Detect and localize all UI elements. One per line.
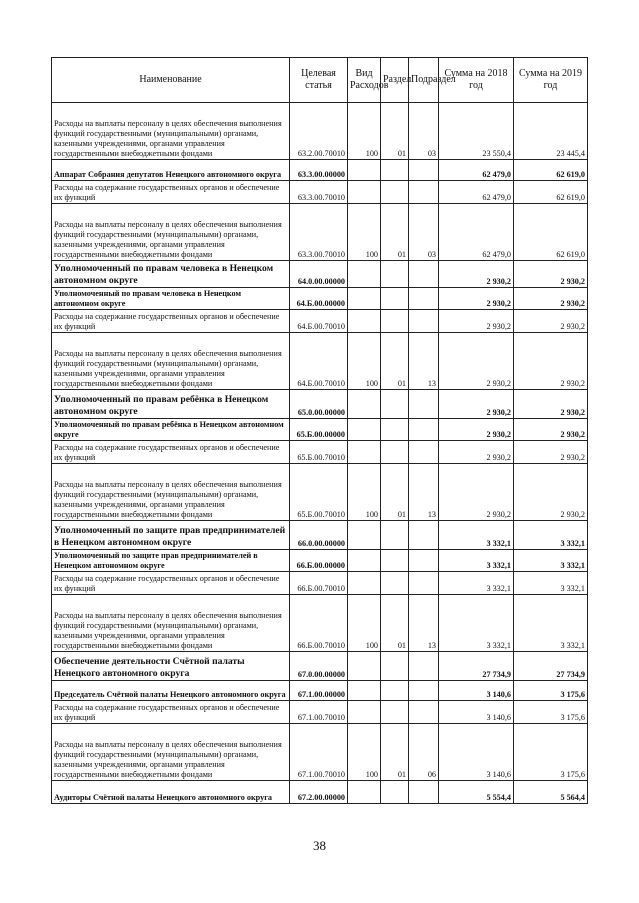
row-sum-2018: 3 332,1 — [439, 521, 514, 550]
row-subsection — [409, 572, 439, 595]
table-row — [52, 181, 588, 204]
row-section: 01 — [381, 464, 409, 521]
table-row — [52, 572, 588, 595]
row-subsection: 03 — [409, 103, 439, 160]
row-kind: 100 — [348, 204, 381, 261]
row-subsection — [409, 310, 439, 333]
row-name: Расходы на содержание государственных органов и обеспечение их функций — [52, 441, 290, 464]
row-sum-2019: 3 175,6 — [514, 724, 588, 781]
row-code: 66.0.00.00000 — [290, 521, 348, 550]
row-code: 66.Б.00.70010 — [290, 595, 348, 652]
row-sum-2019: 2 930,2 — [514, 310, 588, 333]
row-subsection — [409, 261, 439, 288]
row-kind — [348, 288, 381, 310]
table-row — [52, 652, 588, 681]
row-sum-2019: 2 930,2 — [514, 288, 588, 310]
table-row — [52, 521, 588, 550]
row-code: 64.Б.00.70010 — [290, 310, 348, 333]
row-sum-2019: 3 332,1 — [514, 595, 588, 652]
row-code: 65.Б.00.00000 — [290, 419, 348, 441]
row-code: 66.Б.00.70010 — [290, 572, 348, 595]
row-subsection: 13 — [409, 464, 439, 521]
row-subsection — [409, 681, 439, 701]
row-sum-2019: 3 332,1 — [514, 550, 588, 572]
row-section: 01 — [381, 333, 409, 390]
table-row — [52, 261, 588, 288]
row-section — [381, 160, 409, 181]
row-subsection — [409, 701, 439, 724]
row-kind — [348, 261, 381, 288]
table-row — [52, 333, 588, 390]
row-code: 67.1.00.00000 — [290, 681, 348, 701]
row-name: Расходы на выплаты персоналу в целях обеспечения выполнения функций государственными (муниципальными) органами, казенными учреждениями, органами управления государственными внебюджетными фондами — [52, 595, 290, 652]
row-code: 67.1.00.70010 — [290, 701, 348, 724]
row-subsection — [409, 781, 439, 804]
row-section — [381, 681, 409, 701]
row-kind — [348, 681, 381, 701]
row-sum-2018: 2 930,2 — [439, 419, 514, 441]
row-sum-2019: 3 332,1 — [514, 521, 588, 550]
row-sum-2019: 62 619,0 — [514, 160, 588, 181]
row-subsection — [409, 652, 439, 681]
row-subsection: 03 — [409, 204, 439, 261]
row-sum-2018: 2 930,2 — [439, 333, 514, 390]
row-name: Председатель Счётной палаты Ненецкого автономного округа — [52, 681, 290, 701]
row-name: Расходы на выплаты персоналу в целях обеспечения выполнения функций государственными (муниципальными) органами, казенными учреждениями, органами управления государственными внебюджетными фондами — [52, 464, 290, 521]
row-subsection — [409, 441, 439, 464]
row-code: 63.2.00.70010 — [290, 103, 348, 160]
row-section — [381, 521, 409, 550]
row-kind: 100 — [348, 333, 381, 390]
row-code: 65.Б.00.70010 — [290, 464, 348, 521]
row-code: 63.3.00.00000 — [290, 160, 348, 181]
row-section — [381, 652, 409, 681]
row-section — [381, 310, 409, 333]
row-kind — [348, 310, 381, 333]
row-sum-2018: 3 332,1 — [439, 595, 514, 652]
row-sum-2018: 5 554,4 — [439, 781, 514, 804]
row-sum-2019: 3 175,6 — [514, 681, 588, 701]
row-sum-2018: 2 930,2 — [439, 441, 514, 464]
row-sum-2019: 27 734,9 — [514, 652, 588, 681]
row-section: 01 — [381, 103, 409, 160]
row-sum-2018: 2 930,2 — [439, 261, 514, 288]
table-row — [52, 595, 588, 652]
row-subsection: 06 — [409, 724, 439, 781]
row-sum-2019: 5 564,4 — [514, 781, 588, 804]
row-kind — [348, 521, 381, 550]
row-section — [381, 261, 409, 288]
row-subsection — [409, 160, 439, 181]
row-sum-2018: 2 930,2 — [439, 310, 514, 333]
row-kind: 100 — [348, 595, 381, 652]
row-section: 01 — [381, 595, 409, 652]
row-section — [381, 181, 409, 204]
row-code: 64.Б.00.70010 — [290, 333, 348, 390]
row-name: Уполномоченный по правам человека в Ненецком автономном округе — [52, 288, 290, 310]
row-subsection — [409, 390, 439, 419]
row-sum-2019: 23 445,4 — [514, 103, 588, 160]
row-code: 63.3.00.70010 — [290, 181, 348, 204]
row-kind: 100 — [348, 103, 381, 160]
row-sum-2018: 2 930,2 — [439, 390, 514, 419]
table-row — [52, 441, 588, 464]
row-kind — [348, 550, 381, 572]
table-row — [52, 288, 588, 310]
row-name: Расходы на содержание государственных органов и обеспечение их функций — [52, 310, 290, 333]
row-sum-2018: 2 930,2 — [439, 464, 514, 521]
row-name: Расходы на выплаты персоналу в целях обеспечения выполнения функций государственными (муниципальными) органами, казенными учреждениями, органами управления государственными внебюджетными фондами — [52, 333, 290, 390]
row-name: Уполномоченный по правам ребёнка в Ненецком автономном округе — [52, 419, 290, 441]
row-section — [381, 419, 409, 441]
row-sum-2018: 3 140,6 — [439, 681, 514, 701]
row-section: 01 — [381, 204, 409, 261]
row-subsection: 13 — [409, 595, 439, 652]
row-sum-2019: 2 930,2 — [514, 464, 588, 521]
row-name: Обеспечение деятельности Счётной палаты Ненецкого автономного округа — [52, 652, 290, 681]
table-row — [52, 390, 588, 419]
row-code: 67.1.00.70010 — [290, 724, 348, 781]
row-code: 65.0.00.00000 — [290, 390, 348, 419]
row-name: Расходы на содержание государственных органов и обеспечение их функций — [52, 572, 290, 595]
row-code: 64.0.00.00000 — [290, 261, 348, 288]
row-code: 65.Б.00.70010 — [290, 441, 348, 464]
row-kind — [348, 701, 381, 724]
row-name: Уполномоченный по правам человека в Ненецком автономном округе — [52, 261, 290, 288]
row-sum-2019: 3 332,1 — [514, 572, 588, 595]
header-sum-2019: Сумма на 2019 год — [514, 58, 588, 103]
row-subsection: 13 — [409, 333, 439, 390]
row-code: 63.3.00.70010 — [290, 204, 348, 261]
table-row — [52, 724, 588, 781]
header-sum-2018: Сумма на 2018 год — [439, 58, 514, 103]
row-section — [381, 441, 409, 464]
table-row — [52, 464, 588, 521]
row-subsection — [409, 521, 439, 550]
row-sum-2019: 2 930,2 — [514, 333, 588, 390]
row-sum-2019: 2 930,2 — [514, 419, 588, 441]
row-sum-2018: 3 140,6 — [439, 701, 514, 724]
table-row — [52, 204, 588, 261]
row-sum-2018: 3 140,6 — [439, 724, 514, 781]
header-kind: Вид Расходов — [348, 58, 381, 103]
row-kind: 100 — [348, 724, 381, 781]
table-row — [52, 781, 588, 804]
row-kind — [348, 781, 381, 804]
row-sum-2019: 3 175,6 — [514, 701, 588, 724]
header-section: Раздел — [381, 58, 409, 103]
row-name: Уполномоченный по правам ребёнка в Ненецком автономном округе — [52, 390, 290, 419]
row-subsection — [409, 550, 439, 572]
page-number: 38 — [313, 838, 326, 853]
row-sum-2018: 62 479,0 — [439, 181, 514, 204]
row-code: 67.0.00.00000 — [290, 652, 348, 681]
row-name: Расходы на выплаты персоналу в целях обеспечения выполнения функций государственными (муниципальными) органами, казенными учреждениями, органами управления государственными внебюджетными фондами — [52, 103, 290, 160]
row-sum-2018: 3 332,1 — [439, 572, 514, 595]
row-subsection — [409, 419, 439, 441]
row-sum-2019: 2 930,2 — [514, 441, 588, 464]
row-code: 64.Б.00.00000 — [290, 288, 348, 310]
row-sum-2018: 62 479,0 — [439, 204, 514, 261]
row-kind — [348, 181, 381, 204]
row-kind — [348, 652, 381, 681]
row-section — [381, 572, 409, 595]
row-section — [381, 390, 409, 419]
budget-table — [51, 57, 588, 804]
row-section: 01 — [381, 724, 409, 781]
row-name: Расходы на выплаты персоналу в целях обеспечения выполнения функций государственными (муниципальными) органами, казенными учреждениями, органами управления государственными внебюджетными фондами — [52, 204, 290, 261]
table-row — [52, 103, 588, 160]
table-row — [52, 681, 588, 701]
row-sum-2019: 62 619,0 — [514, 204, 588, 261]
row-section — [381, 701, 409, 724]
row-sum-2019: 2 930,2 — [514, 390, 588, 419]
header-name: Наименование — [52, 58, 290, 103]
row-kind — [348, 390, 381, 419]
table-row — [52, 701, 588, 724]
row-sum-2018: 3 332,1 — [439, 550, 514, 572]
row-kind — [348, 160, 381, 181]
budget-table-container — [51, 57, 588, 804]
row-name: Расходы на содержание государственных органов и обеспечение их функций — [52, 701, 290, 724]
row-name: Аппарат Собрания депутатов Ненецкого автономного округа — [52, 160, 290, 181]
row-kind — [348, 419, 381, 441]
table-row — [52, 310, 588, 333]
row-kind — [348, 572, 381, 595]
row-sum-2018: 23 550,4 — [439, 103, 514, 160]
row-sum-2019: 62 619,0 — [514, 181, 588, 204]
row-name: Расходы на содержание государственных органов и обеспечение их функций — [52, 181, 290, 204]
header-target: Целевая статья — [290, 58, 348, 103]
row-code: 67.2.00.00000 — [290, 781, 348, 804]
row-name: Уполномоченный по защите прав предпринимателей в Ненецком автономном округе — [52, 521, 290, 550]
row-kind — [348, 441, 381, 464]
row-subsection — [409, 288, 439, 310]
table-row — [52, 160, 588, 181]
row-name: Уполномоченный по защите прав предпринимателей в Ненецком автономном округе — [52, 550, 290, 572]
row-name: Аудиторы Счётной палаты Ненецкого автономного округа — [52, 781, 290, 804]
row-section — [381, 288, 409, 310]
row-name: Расходы на выплаты персоналу в целях обеспечения выполнения функций государственными (муниципальными) органами, казенными учреждениями, органами управления государственными внебюджетными фондами — [52, 724, 290, 781]
table-row — [52, 419, 588, 441]
row-subsection — [409, 181, 439, 204]
row-sum-2018: 27 734,9 — [439, 652, 514, 681]
row-section — [381, 550, 409, 572]
header-subsection: Подраздел — [409, 58, 439, 103]
row-sum-2019: 2 930,2 — [514, 261, 588, 288]
row-section — [381, 781, 409, 804]
row-kind: 100 — [348, 464, 381, 521]
row-code: 66.Б.00.00000 — [290, 550, 348, 572]
table-header-row — [52, 58, 588, 103]
row-sum-2018: 2 930,2 — [439, 288, 514, 310]
row-sum-2018: 62 479,0 — [439, 160, 514, 181]
table-row — [52, 550, 588, 572]
